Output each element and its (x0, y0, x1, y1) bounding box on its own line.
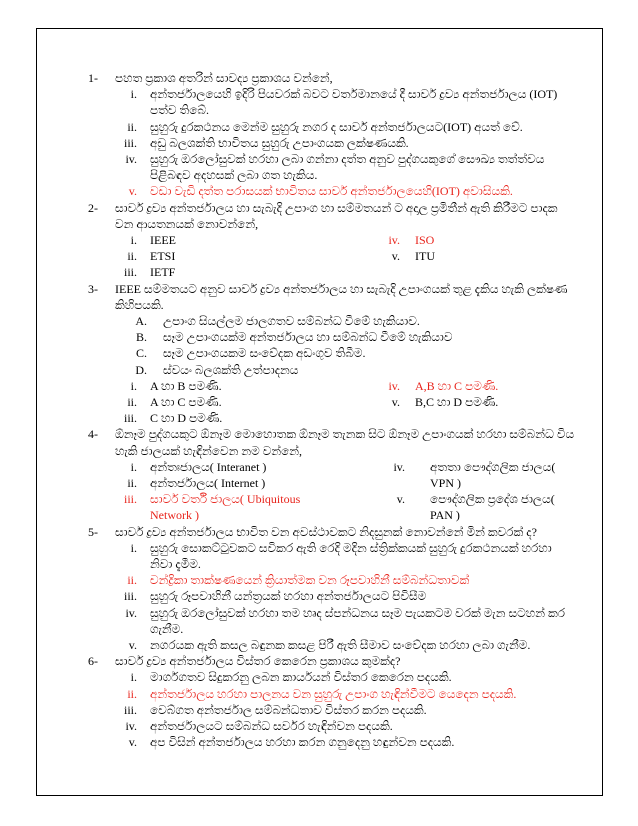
q6-option-iv-text: අන්තර්ජාලයට සම්බන්ධ සර්වර හැඳින්වන පදයකි. (150, 719, 393, 733)
q3-option-i-label: i. (130, 379, 137, 393)
q3-feature-b-text: සෑම උපාංගයක්ම අන්තර්ජාලය හා සම්බන්ධ වීමේ හැකියාව (163, 330, 453, 344)
q1-option-i-label: i. (130, 87, 137, 101)
q1-option-iii-text: අඩු බලශක්ති භාවිතය සුහුරු උපාංගයක ලක්ෂණයකි. (150, 136, 409, 150)
q2-option-iii-text: IETF (150, 265, 176, 279)
q5-option-i-line-2: නිවා දැමීම. (150, 557, 201, 571)
q5-option-iv-line-2: ගැනීම. (150, 622, 184, 636)
q6-stem-line-1: සාර්ව ද්‍රව්‍ය අන්තර්ජාලය විස්තර කෙරෙන ප්‍රකාශය කුමක්ද? (115, 654, 401, 668)
q6-option-ii-label: ii. (127, 687, 137, 701)
q4-number: 4- (88, 427, 98, 441)
q2-option-v-label: v. (391, 249, 400, 263)
q3-option-iv-label: iv. (388, 379, 400, 393)
q2-option-ii-label: ii. (127, 249, 137, 263)
q6-option-iii-label: iii. (123, 703, 137, 717)
q3-option-v-label: v. (391, 395, 400, 409)
q6-option-i-text: මාර්ගගතව සිදුකරනු ලබන කාර්යයන් විස්තර කෙරෙන පදයකි. (150, 670, 452, 684)
q5-option-iv-label: iv. (125, 606, 137, 620)
q2-option-i-text: IEEE (150, 233, 176, 247)
q1-option-i-line-1: අන්තර්ජාලයෙහි ඉදිරි පියවරක් බවට වර්තමානයේ දී සාර්ව ද්‍රව්‍ය අන්තර්ජාලය (IOT) (150, 87, 558, 101)
q2-number: 2- (88, 201, 98, 215)
q1-option-iv-label: iv. (125, 152, 137, 166)
q2-option-v-text: ITU (415, 249, 435, 263)
q2-stem-line-1: සාර්ව ද්‍රව්‍ය අන්තර්ජාලය හා සැබැදි උපාංග හා සම්මතයන් ට අදාල ප්‍රමිතීන් ඇති කිරීමට පාදක (115, 201, 558, 215)
q4-option-i-label: i. (130, 460, 137, 474)
q1-option-v-text: වඩා වැඩි දත්ත පරාසයක් භාවිතය සාර්ව අන්තර්ජාලයෙහි(IOT) අවාසියකි. (150, 184, 513, 198)
q4-option-iii-line-1: සාර්ව වර්ති ජාලය( Ubiquitous (150, 492, 301, 506)
q3-feature-d-text: ස්වයං බලශක්ති උත්පාදනය (163, 363, 299, 377)
q3-option-i-text: A හා B පමණි. (150, 379, 222, 393)
q6-option-i-label: i. (130, 670, 137, 684)
q4-option-iv-line-2: VPN ) (430, 476, 462, 490)
q6-option-ii-text: අන්තර්ජාලය හරහා පාලනය වන සුහුරු උපාංග හැඳින්වීමට යෙදෙන පදයකි. (150, 687, 517, 701)
q2-stem-line-2: වන ආයතනයක් නොවන්නේ, (115, 217, 259, 231)
q4-option-iv-label: iv. (393, 460, 405, 474)
q5-option-v-label: v. (128, 638, 137, 652)
q3-stem-line-1: IEEE සම්මතයට අනුව සාර්ව ද්‍රව්‍ය අන්තර්ජාලය හා සැබැදි උපාංගයක් තුළ දැකිය හැකි ලක්ෂණ (115, 282, 568, 296)
q5-option-ii-label: ii. (127, 573, 137, 587)
q4-option-iii-line-2: Network ) (150, 508, 199, 522)
q4-stem-line-2: හැකි ජාලයක් හැඳින්වෙන නම වන්නේ, (115, 444, 302, 458)
q3-feature-a-label: A. (135, 314, 147, 328)
q3-number: 3- (88, 282, 98, 296)
q3-option-ii-label: ii. (127, 395, 137, 409)
q1-option-iv-line-1: සුහුරු ඔරලෝසුවක් හරහා ලබා ගන්නා දත්ත අනුව පුද්ගයකුගේ සෞඛ්‍ය තත්ත්වය (150, 152, 545, 166)
q1-option-i-line-2: පත්ව තිබේ. (150, 103, 209, 117)
q5-option-iv-line-1: සුහුරු ඔරලෝසුවක් හරහා තම හෘද ස්පන්ධනය සෑම පැයකටම වරක් මැන සටහන් කර (150, 606, 565, 620)
q6-number: 6- (88, 654, 98, 668)
q4-option-iv-line-1: අතතා පෞද්ගලික ජාලය( (430, 460, 556, 474)
q5-option-iii-text: සුහුරු රූපවාහිනී යන්ත්‍රයක් හරහා අන්තර්ජාලයට පිවිසීම (150, 589, 427, 603)
q1-stem-line-1: පහත ප්‍රකාශ අතරින් සාවද්‍ය ප්‍රකාශය වන්නේ, (115, 71, 333, 85)
q4-option-ii-label: ii. (127, 476, 137, 490)
q5-number: 5- (88, 525, 98, 539)
q4-option-v-line-2: PAN ) (430, 508, 460, 522)
q6-option-iv-label: iv. (125, 719, 137, 733)
q2-option-iv-label: iv. (388, 233, 400, 247)
q4-option-ii-text: අන්තර්ජාලය( Internet ) (150, 476, 266, 490)
q3-feature-a-text: උපාංග සියල්ලම ජාලගතව සම්බන්ධ වීමේ හැකියාව. (163, 314, 420, 328)
q5-option-v-text: නගරයක ඇති කසල බඳුනක කසළ පිරී ඇති සීමාව සංවේදක හරහා ලබා ගැනීම. (150, 638, 531, 652)
q6-option-v-label: v. (128, 735, 137, 749)
q3-option-iii-label: iii. (123, 411, 137, 425)
q2-option-iii-label: iii. (123, 265, 137, 279)
q5-option-ii-text: චන්ද්‍රිකා තාක්ෂණයෙන් ක්‍රියාත්මක වන රූපවාහිනී සම්බන්ධතාවක් (150, 573, 470, 587)
q1-option-iv-line-2: පිළිබඳව අදහසක් ලබා ගත හැකිය. (150, 168, 318, 182)
q3-feature-d-label: D. (135, 363, 147, 377)
q5-option-i-label: i. (130, 541, 137, 555)
q5-option-iii-label: iii. (123, 589, 137, 603)
q5-stem-line-1: සාර්ව ද්‍රව්‍ය අන්තර්ජාලය භාවිත වන අවස්ථාවකට නිදසුනක් නොවන්නේ මින් කවරක් ද? (115, 525, 537, 539)
q6-option-iii-text: වෙබ්ගත අන්තර්ජාල සම්බන්ධතාව විස්තර කරන පදයකි. (150, 703, 427, 717)
q3-option-iii-text: C හා D පමණි. (150, 411, 223, 425)
q4-stem-line-1: ඕනෑම පුද්ගයකුට ඕනෑම මොහොතක ඕනෑම තැනක සිට ඕනෑම උපාංගයක් හරහා සම්බන්ධ විය (115, 427, 575, 441)
q4-option-iii-label: iii. (123, 492, 137, 506)
q3-option-ii-text: A හා C පමණි. (150, 395, 222, 409)
q1-option-ii-label: ii. (127, 120, 137, 134)
q3-feature-c-label: C. (135, 346, 147, 360)
q3-feature-c-text: සෑම උපාංගයකම සංවේදක අඩංගුව තිබීම. (163, 346, 366, 360)
q4-option-i-text: අන්තඃජාලය( Interanet ) (150, 460, 267, 474)
q1-number: 1- (88, 71, 98, 85)
q6-option-v-text: අප විසින් අන්තර්ජාලය හරහා කරන ගනුදෙනු හඳුන්වන පදයකි. (150, 735, 455, 749)
q1-option-iii-label: iii. (123, 136, 137, 150)
q1-option-ii-text: සුහුරු දුරකථනය මෙන්ම සුහුරු නගර ද සාර්ව අන්තර්ජාලයට(IOT) අයත් වේ. (150, 120, 523, 134)
q2-option-i-label: i. (130, 233, 137, 247)
q3-stem-line-2: කිහිපයකි. (115, 298, 164, 312)
q4-option-v-label: v. (396, 492, 405, 506)
q5-option-i-line-1: සුහුරු සොකට්ටුවකට සවිකර ඇති රෙදි මදින ස්ත්‍රික්කයක් සුහුරු දුරකථනයක් හරහා (150, 541, 552, 555)
q3-feature-b-label: B. (135, 330, 147, 344)
q3-option-iv-text: A,B හා C පමණි. (415, 379, 499, 393)
q2-option-iv-text: ISO (415, 233, 435, 247)
q3-option-v-text: B,C හා D පමණි. (415, 395, 499, 409)
q2-option-ii-text: ETSI (150, 249, 176, 263)
q1-option-v-label: v. (128, 184, 137, 198)
q4-option-v-line-1: පෞද්ගලික ප්‍රදේශ ජාලය( (430, 492, 555, 506)
